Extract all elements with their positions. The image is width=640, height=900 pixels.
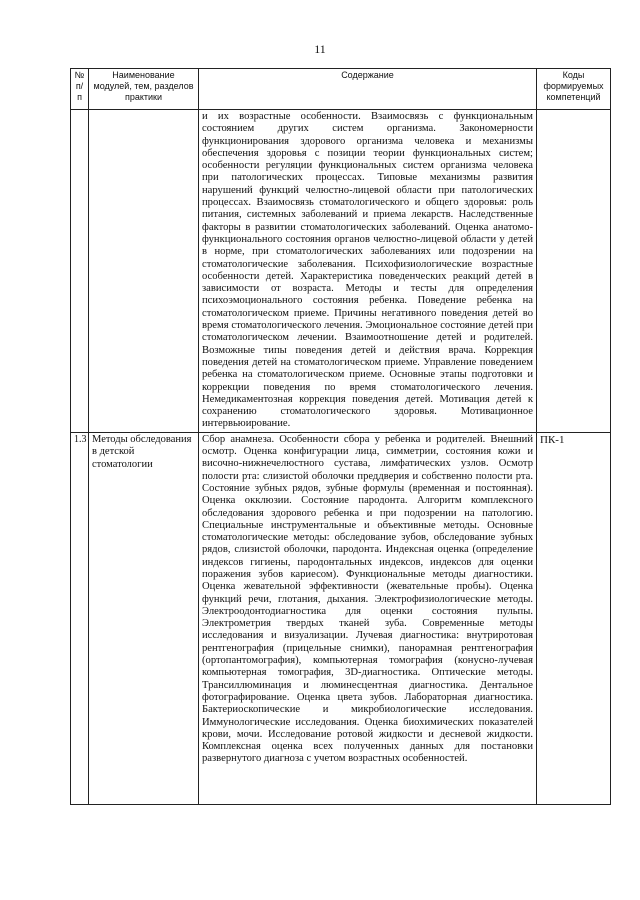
row-number <box>71 110 89 433</box>
page-number: 11 <box>314 42 326 56</box>
header-num: № п/п <box>71 69 89 110</box>
table-header-row <box>71 69 611 110</box>
table-row <box>71 432 611 804</box>
header-codes: Коды формируемых компетенций <box>537 69 611 110</box>
row-codes <box>537 110 611 433</box>
row-codes: ПК-1 <box>537 432 611 804</box>
row-module <box>89 110 199 433</box>
row-module: Методы обследования в детской стоматологии <box>89 432 199 804</box>
row-number: 1.3 <box>71 432 89 804</box>
row-content: и их возрастные особенности. Взаимосвязь с функциональным состоянием других систем организма. Закономерности функционирования здорового организма человека и механизмы обеспечения здоровья с позиции теории функциональных систем; особенности регуляции функциональных систем организма человека при патологических процессах. Типовые механизмы развития нарушений функций челюстно-лицевой области при патологических процессах. Взаимосвязь стоматологического и общего здоровья: роль питания, системных заболеваний и приема лекарств. Наследственные факторы в развитии стоматологических заболеваний. Оценка анатомо-функционального состояния органов челюстно-лицевой области у детей в норме, при стоматологических заболеваниях или подозрении на стоматологические заболевания. Психофизиологические возрастные особенности детей. Характеристика поведенческих реакций детей в зависимости от возраста. Методы и тесты для определения психоэмоционального состояния ребенка. Поведение ребенка на стоматологическом приеме. Причины негативного поведения детей во время стоматологического лечения. Эмоциональное состояние детей при стоматологическом лечении. Взаимоотношение детей и родителей. Возможные типы поведения детей и действия врача. Коррекция поведения детей на стоматологическом приеме. Управление поведением ребенка на стоматологическом приеме. Основные этапы подготовки и коррекции поведения по время стоматологического лечения. Немедикаментозная коррекция поведения детей. Мотивация детей к сохранению стоматологического здоровья. Мотивационное интервьюирование. <box>199 110 537 433</box>
table-row <box>71 110 611 433</box>
header-content: Содержание <box>199 69 537 110</box>
curriculum-table <box>70 68 611 805</box>
header-module: Наименование модулей, тем, разделов практики <box>89 69 199 110</box>
row-content: Сбор анамнеза. Особенности сбора у ребенка и родителей. Внешний осмотр. Оценка конфигурации лица, симметрии, состояния кожи и височно-нижнечелюстного сустава, лимфатических узлов. Осмотр полости рта: слизистой оболочки преддверия и собственно полости рта. Состояние зубных рядов, зубные формулы (временная и постоянная). Оценка окклюзии. Состояние пародонта. Алгоритм комплексного обследования здорового ребенка и при подозрении на патологию. Специальные инструментальные и объективные методы. Основные стоматологические методы: обследование зубов, обследование зубных рядов, слизистой оболочки, пародонта. Индексная оценка (определение индексов гигиены, пародонтальных индексов, индексов для оценки поражения зубов кариесом). Функциональные методы диагностики. Оценка жевательной эффективности (жевательные пробы). Оценка функций речи, глотания, дыхания. Электрофизиологические методы. Электроодонтодиагностика для оценки состояния пульпы. Электрометрия твердых тканей зуба. Современные методы исследования и визуализации. Лучевая диагностика: внутриротовая рентгенография (прицельные снимки), панорамная рентгенография (ортопантомография), компьютерная томография (конусно-лучевая компьютерная томография, 3D-диагностика. Оптические методы. Трансиллюминация и люминесцентная диагностика. Дентальное фотографирование. Оценка цвета зубов. Лабораторная диагностика. Бактериоскопические и микробиологические исследования. Иммунологические исследования. Оценка биохимических показателей крови, мочи. Исследование ротовой жидкости и десневой жидкости. Комплексная оценка всех полученных данных для постановки развернутого диагноза с учетом возрастных особенностей. <box>199 432 537 804</box>
